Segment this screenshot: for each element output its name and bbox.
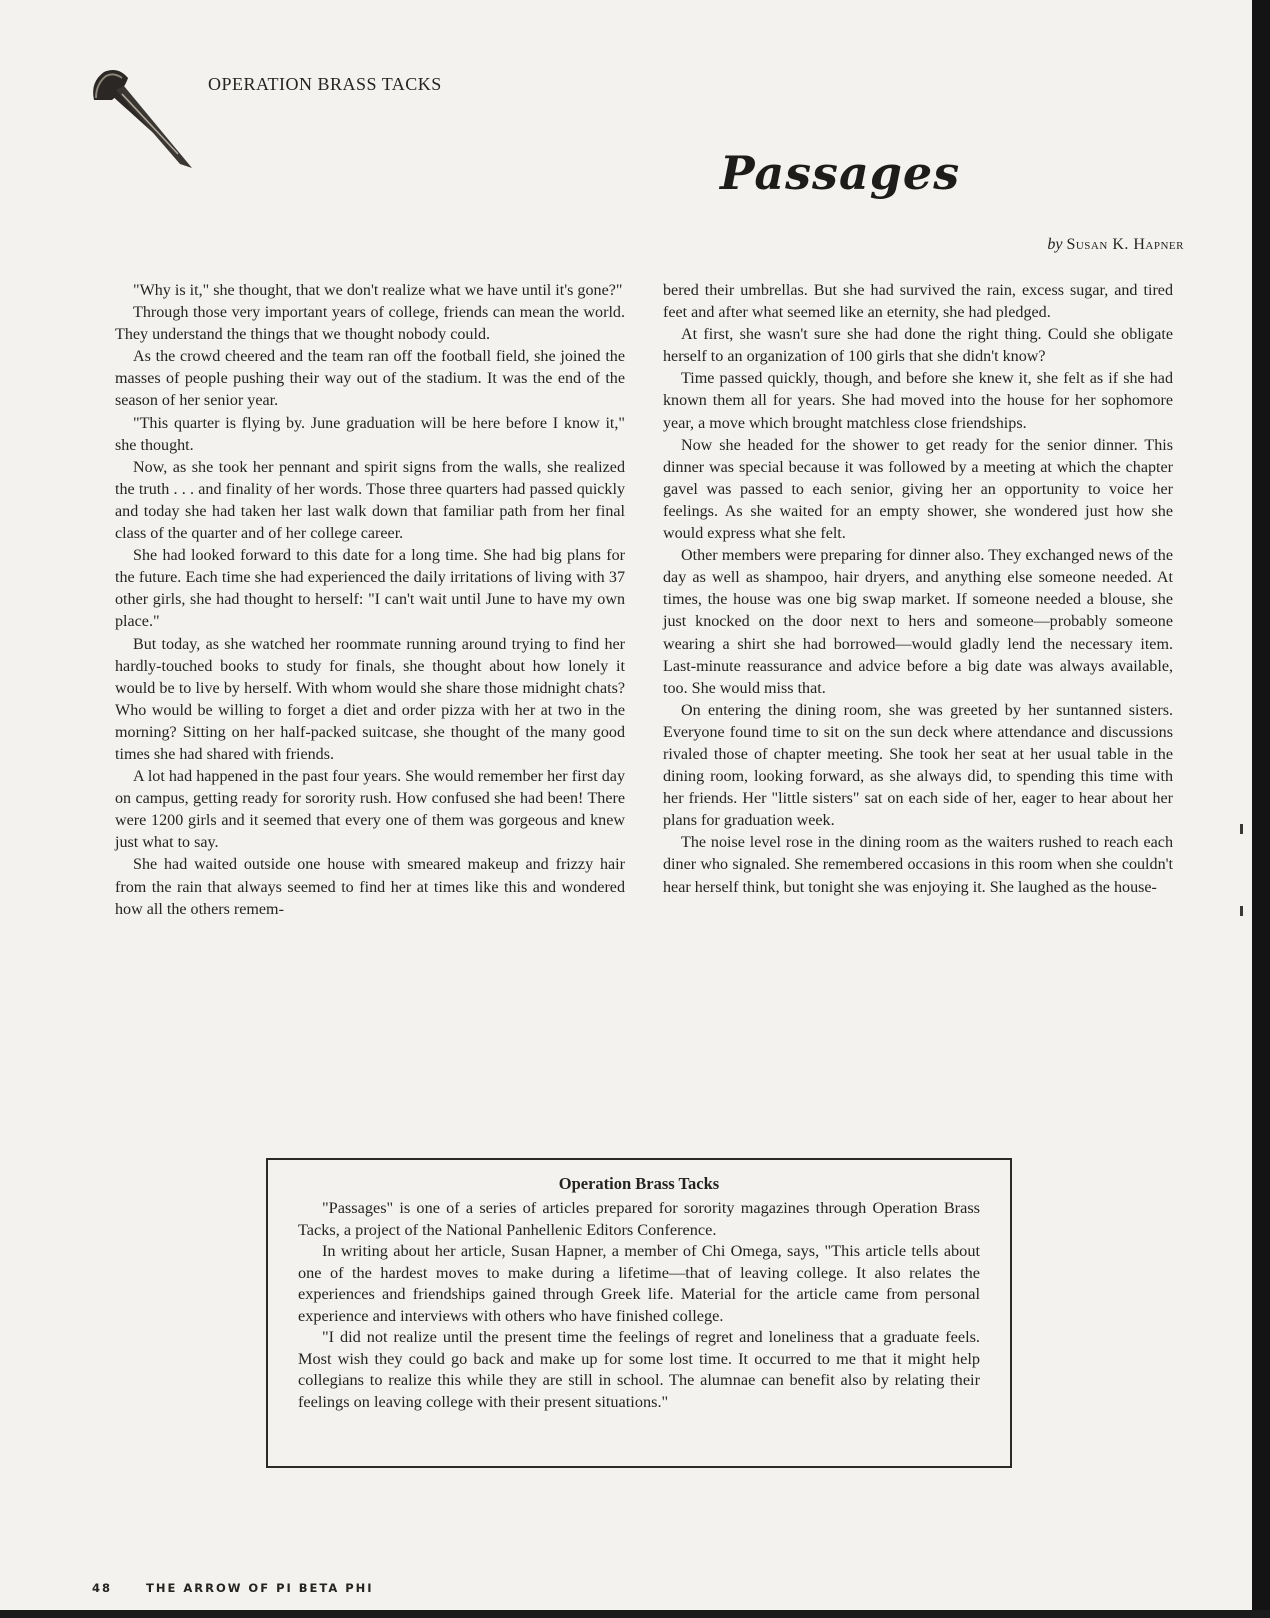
margin-mark: [1240, 906, 1243, 916]
byline: [1047, 236, 1184, 254]
paragraph: "This quarter is flying by. June graduation will be here before I know it," she thought.: [115, 414, 625, 454]
sidebar-box: [266, 1158, 1012, 1468]
paragraph: The noise level rose in the dining room as the waiters rushed to reach each diner who signaled. She remembered occasions in this room when she couldn't hear herself think, but tonight she was enjoying it. She laughed as the house-: [663, 834, 1173, 896]
byline-author: Susan K. Hapner: [1066, 236, 1184, 253]
paragraph: "Why is it," she thought, that we don't realize what we have until it's gone?": [133, 282, 623, 299]
paragraph: Time passed quickly, though, and before she knew it, she felt as if she had known them all for years. She had moved into the house for her sophomore year, a move which brought matchless close friendships.: [663, 370, 1173, 432]
paragraph: She had waited outside one house with smeared makeup and frizzy hair from the rain that always seemed to find her at times like this and wondered how all the others remem-: [115, 856, 625, 918]
page-footer: [92, 1581, 374, 1595]
sidebar-title: Operation Brass Tacks: [558, 1174, 720, 1193]
paragraph: A lot had happened in the past four years. She would remember her first day on campus, getting ready for sorority rush. How confused she had been! There were 1200 girls and it seemed that every one of them was gorgeous and knew just what to say.: [115, 768, 625, 852]
paragraph: But today, as she watched her roommate running around trying to find her hardly-touched books to study for finals, she thought about how lonely it would be to live by herself. With whom would she share those midnight chats? Who would be willing to forget a diet and order pizza with her at two in the morning? Sitting on her half-packed suitcase, she thought of the many good times she had shared with friends.: [115, 635, 625, 763]
margin-mark: [1240, 824, 1243, 834]
paragraph: She had looked forward to this date for a long time. She had big plans for the future. Each time she had experienced the daily irritations of living with 37 other girls, she had thought to herself: "I can't wait until June to have my own place.": [115, 547, 625, 631]
series-label: OPERATION BRASS TACKS: [208, 74, 442, 94]
publication-name: THE ARROW OF PI BETA PHI: [146, 1581, 374, 1595]
article-column-right: [663, 280, 1173, 899]
paragraph: Through those very important years of college, friends can mean the world. They understand the things that we thought nobody could.: [115, 304, 625, 344]
paragraph: bered their umbrellas. But she had survived the rain, excess sugar, and tired feet and after what seemed like an eternity, she had pledged.: [663, 282, 1173, 322]
paragraph: As the crowd cheered and the team ran off the football field, she joined the masses of people pushing their way out of the stadium. It was the end of the season of her senior year.: [115, 348, 625, 410]
sidebar-paragraph: In writing about her article, Susan Hapner, a member of Chi Omega, says, "This article tells about one of the hardest moves to make during a lifetime—that of leaving college. It also relates the experiences and friendships gained through Greek life. Material for the article came from personal experience and interviews with others who have finished college.: [298, 1241, 980, 1325]
paragraph: Now she headed for the shower to get ready for the senior dinner. This dinner was special because it was followed by a meeting at which the chapter gavel was passed to each senior, giving her an opportunity to voice her feelings. As she waited for an empty shower, she wondered just how she would express what she felt.: [663, 436, 1173, 543]
page-number: 48: [92, 1581, 113, 1595]
page-bottom-edge: [0, 1610, 1270, 1618]
brass-tack-icon: [88, 60, 198, 172]
article-title: Passages: [720, 146, 961, 200]
page-binding-edge: [1252, 0, 1270, 1618]
paragraph: At first, she wasn't sure she had done the right thing. Could she obligate herself to an organization of 100 girls that she didn't know?: [663, 326, 1173, 366]
paragraph: Now, as she took her pennant and spirit signs from the walls, she realized the truth . . . and finality of her words. Those three quarters had passed quickly and today she had taken her last walk down that familiar path from her final class of the quarter and of her college career.: [115, 458, 625, 543]
byline-prefix: by: [1047, 236, 1063, 253]
sidebar-paragraph: "Passages" is one of a series of articles prepared for sorority magazines through Operation Brass Tacks, a project of the National Panhellenic Editors Conference.: [298, 1198, 980, 1239]
article-column-left: [115, 280, 625, 921]
sidebar-paragraph: "I did not realize until the present time the feelings of regret and loneliness that a graduate feels. Most wish they could go back and make up for some lost time. It occurred to me that it might help collegians to realize this while they are still in school. The alumnae can benefit also by relating their feelings on leaving college with their present situations.": [298, 1327, 980, 1411]
paragraph: On entering the dining room, she was greeted by her suntanned sisters. Everyone found time to sit on the sun deck where attendance and discussions rivaled those of chapter meeting. She took her seat at her usual table in the dining room, looking forward, as she always did, to spending this time with her friends. Her "little sisters" sat on each side of her, eager to hear about her plans for graduation week.: [663, 701, 1173, 830]
paragraph: Other members were preparing for dinner also. They exchanged news of the day as well as shampoo, hair dryers, and anything else someone needed. At times, the house was one big swap market. If someone needed a blouse, she just knocked on the door next to hers and someone—probably someone wearing a shirt she had borrowed—would gladly lend the necessary item. Last-minute reassurance and advice before a big date was always available, too. She would miss that.: [663, 547, 1173, 697]
